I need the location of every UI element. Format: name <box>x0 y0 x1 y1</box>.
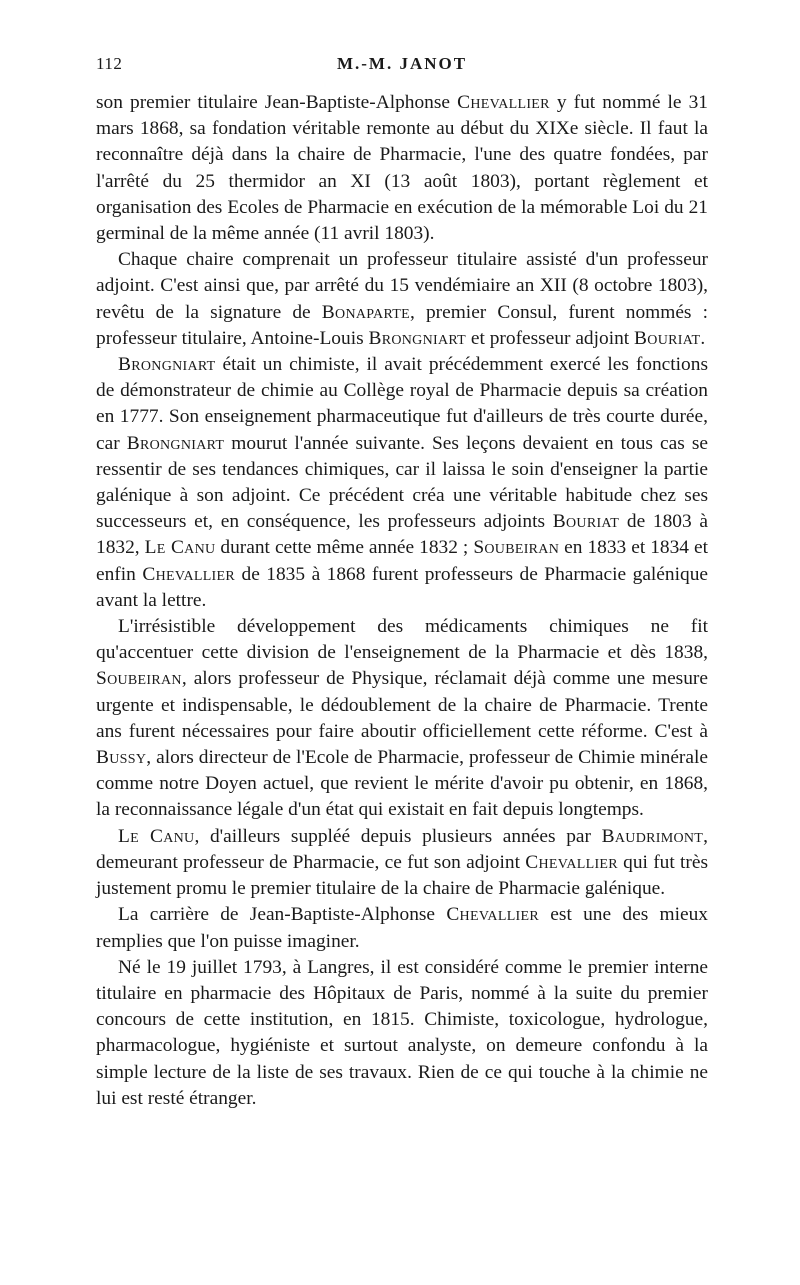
paragraph <box>96 352 708 614</box>
paragraph <box>96 90 708 247</box>
text-run: en 1833 et 1834 et enfin <box>96 537 709 585</box>
text-run: et professeur adjoint <box>466 327 635 349</box>
text-run: mourut l'année suivante. Ses leçons devaient en tous cas se ressentir de ses tendances chimiques, car il laissa le soin d'enseigner la partie galénique à son adjoint. Ce précédent créa une véritable habitude chez ses successeurs et, en conséquence, les professeurs adjoints <box>96 432 708 533</box>
name-small-caps: Brongniart <box>118 354 216 376</box>
name-small-caps: Le Canu <box>144 537 216 559</box>
text-run: Né le 19 juillet 1793, à Langres, il est considéré comme le premier interne titulaire en pharmacie des Hôpitaux de Paris, nommé à la suite du premier concours de cette institution, en 1815. Chimiste, toxicologue, hydrologue, pharmacologue, hygiéniste et surtout analyste, on demeure confondu à la simple lecture de la liste de ses travaux. Rien de ce qui touche à la chimie ne lui est resté étranger. <box>96 956 708 1109</box>
name-small-caps: Bouriat <box>552 511 620 533</box>
text-run: , premier Consul, furent nommés : professeur titulaire, Antoine-Louis <box>96 301 708 349</box>
name-small-caps: Chevallier <box>457 92 550 113</box>
text-run: était un chimiste, il avait précédemment exercé les fonctions de démonstrateur de chimie au Collège royal de Pharmacie depuis sa création en 1777. Son enseignement pharmaceutique fut d'ailleurs de très courte durée, car <box>96 354 708 454</box>
text-run: de 1835 à 1868 furent professeurs de Pharmacie galénique avant la lettre. <box>96 563 708 611</box>
text-run: , demeurant professeur de Pharmacie, ce fut son adjoint <box>96 825 709 873</box>
text-run: est une des mieux remplies que l'on puisse imaginer. <box>96 904 708 952</box>
name-small-caps: Bouriat <box>634 327 701 349</box>
text-run: , d'ailleurs suppléé depuis plusieurs années par <box>194 825 602 847</box>
name-small-caps: Bussy <box>96 747 147 769</box>
name-small-caps: Chevallier <box>525 851 618 873</box>
paragraph <box>96 247 708 352</box>
text-run: . <box>700 327 706 349</box>
text-run: son premier titulaire Jean-Baptiste-Alphonse <box>96 92 458 113</box>
name-small-caps: Chevallier <box>142 563 236 585</box>
paragraph <box>96 955 708 1112</box>
text-run: de 1803 à 1832, <box>96 511 708 559</box>
name-small-caps: Chevallier <box>446 904 539 926</box>
name-small-caps: Brongniart <box>368 327 467 349</box>
running-head: M.-M. JANOT <box>336 54 468 73</box>
text-run: durant cette même année 1832 ; <box>215 537 474 559</box>
name-small-caps: Baudrimont <box>601 825 704 847</box>
text-run: qui fut très justement promu le premier titulaire de la chaire de Pharmacie galénique. <box>96 851 709 900</box>
page-header <box>96 54 708 82</box>
text-run: La carrière de Jean-Baptiste-Alphonse <box>118 904 447 926</box>
text-run: , alors professeur de Physique, réclamait déjà comme une mesure urgente et indispensable, le dédoublement de la chaire de Pharmacie. Trente ans furent nécessaires pour faire aboutir officiellement cette réforme. C'est à <box>96 668 708 742</box>
text-run: y fut nommé le 31 mars 1868, sa fondation véritable remonte au début du XIXe siècle. Il faut la reconnaître déjà dans la chaire de Pharmacie, l'une des quatre fondées, par l'arrêté du 25 thermidor an XI (13 août 1803), portant règlement et organisation des Ecoles de Pharmacie en exécution de la mémorable Loi du 21 germinal de la même année (11 avril 1803). <box>96 92 708 245</box>
page-number: 112 <box>96 54 123 73</box>
text-run: L'irrésistible développement des médicaments chimiques ne fit qu'accentuer cette division de l'enseignement de la Pharmacie et dès 1838, <box>96 616 708 664</box>
text-run: Chaque chaire comprenait un professeur titulaire assisté d'un professeur adjoint. C'est ainsi que, par arrêté du 15 vendémiaire an XII (8 octobre 1803), revêtu de la signature de <box>96 249 708 323</box>
text-run: , alors directeur de l'Ecole de Pharmacie, professeur de Chimie minérale comme notre Doyen actuel, que revient le mérite d'avoir pu obtenir, en 1868, la reconnaissance légale d'un état qui existait en fait depuis longtemps. <box>96 747 708 821</box>
name-small-caps: Soubeiran <box>96 668 182 690</box>
name-small-caps: Brongniart <box>126 432 225 454</box>
name-small-caps: Le Canu <box>118 825 195 847</box>
name-small-caps: Soubeiran <box>473 537 560 559</box>
paragraph <box>96 824 708 903</box>
name-small-caps: Bonaparte <box>321 301 410 323</box>
paragraph <box>96 902 708 954</box>
body-text <box>96 90 708 1112</box>
paragraph <box>96 614 708 824</box>
